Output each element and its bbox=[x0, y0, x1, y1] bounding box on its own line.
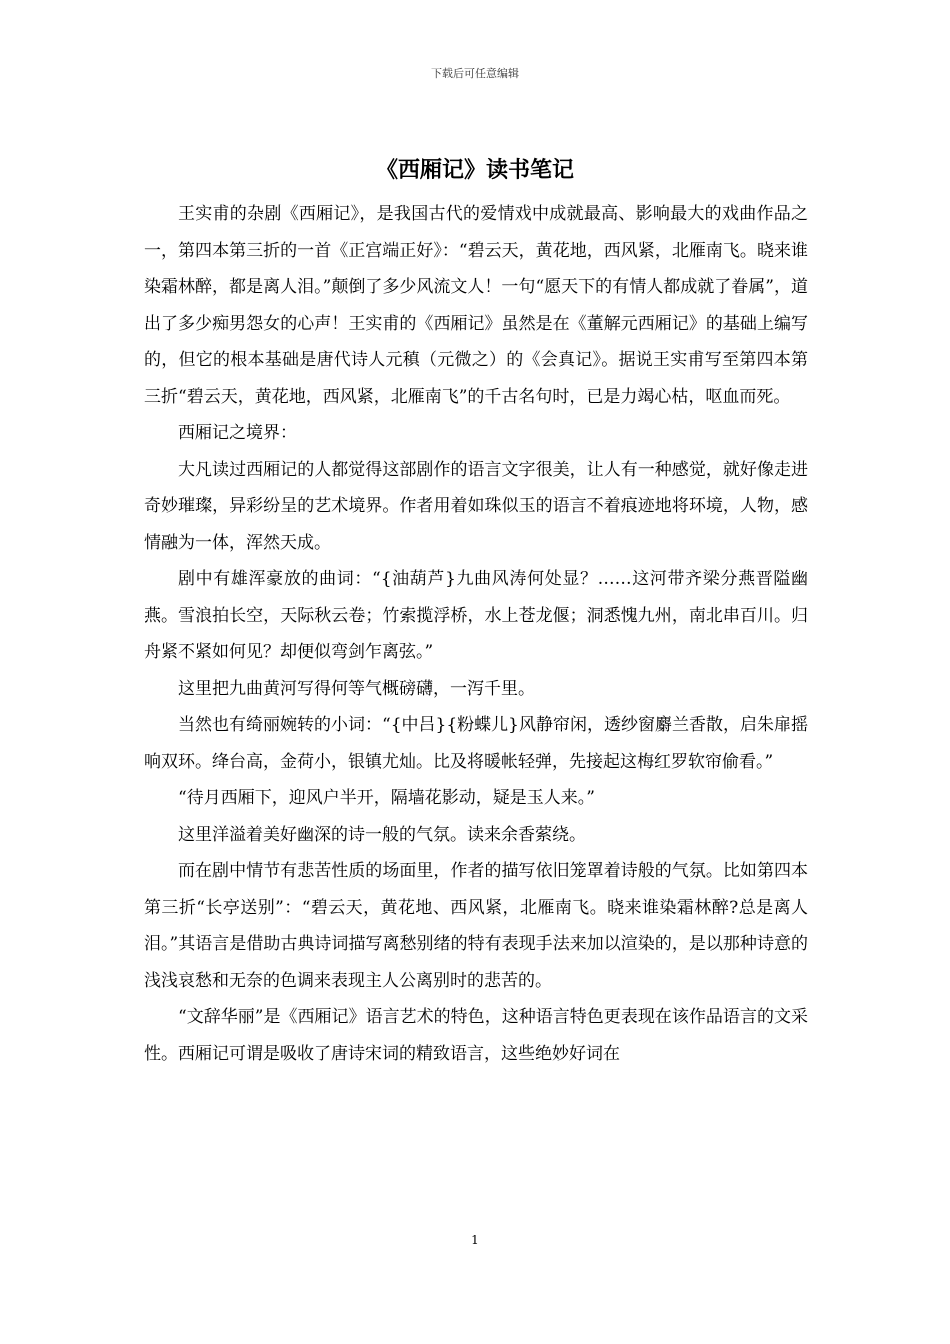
paragraph: 这里洋溢着美好幽深的诗一般的气氛。读来余香萦绕。 bbox=[178, 824, 586, 845]
paragraph: 这里把九曲黄河写得何等气概磅礴，一泻千里。 bbox=[178, 678, 535, 699]
paragraph: 当然也有绮丽婉转的小词：“{中吕}{粉蝶儿}风静帘闲，透纱窗麝兰香散，启朱扉摇响双环。绛台高，金荷小，银镇尤灿。比及将暖帐轻弹，先接起这梅红罗软帘偷看。” bbox=[144, 715, 808, 772]
page-header: 下载后可任意编辑 bbox=[431, 67, 519, 80]
paragraph: 剧中有雄浑豪放的曲词：“{油葫芦}九曲风涛何处显？……这河带齐梁分燕晋隘幽燕。雪浪拍长空，天际秋云卷；竹索揽浮桥，水上苍龙偃；洞悉愧九州，南北串百川。归舟紧不紧如何见？却便似弯剑乍离弦。” bbox=[144, 569, 808, 662]
document-title: 《西厢记》读书笔记 bbox=[375, 157, 574, 183]
paragraph: “待月西厢下，迎风户半开，隔墙花影动，疑是玉人来。” bbox=[178, 788, 595, 808]
paragraph: 西厢记之境界： bbox=[178, 423, 297, 443]
paragraph: 王实甫的杂剧《西厢记》，是我国古代的爱情戏中成就最高、影响最大的戏曲作品之一，第四本第三折的一首《正宫端正好》：“碧云天，黄花地，西风紧，北雁南飞。晓来谁染霜林醉，都是离人泪。”颠倒了多少风流文人！一句“愿天下的有情人都成就了眷属”，道出了多少痴男怨女的心声！王实甫的《西厢记》虽然是在《董解元西厢记》的基础上编写的，但它的根本基础是唐代诗人元稹（元微之）的《会真记》。据说王实甫写至第四本第三折“碧云天，黄花地，西风紧，北雁南飞”的千古名句时，已是力竭心枯，呕血而死。 bbox=[144, 204, 808, 407]
document-body bbox=[144, 196, 808, 1072]
page-number: 1 bbox=[471, 1233, 479, 1247]
paragraph: 而在剧中情节有悲苦性质的场面里，作者的描写依旧笼罩着诗般的气氛。比如第四本第三折“长亭送别”：“碧云天，黄花地、西风紧，北雁南飞。晓来谁染霜林醉?总是离人泪。”其语言是借助古典诗词描写离愁别绪的特有表现手法来加以渲染的，是以那种诗意的浅浅哀愁和无奈的色调来表现主人公离别时的悲苦的。 bbox=[144, 861, 808, 991]
paragraph: “文辞华丽”是《西厢记》语言艺术的特色，这种语言特色更表现在该作品语言的文采性。西厢记可谓是吸收了唐诗宋词的精致语言，这些绝妙好词在 bbox=[144, 1007, 808, 1064]
paragraph: 大凡读过西厢记的人都觉得这部剧作的语言文字很美，让人有一种感觉，就好像走进奇妙璀璨，异彩纷呈的艺术境界。作者用着如珠似玉的语言不着痕迹地将环境，人物，感情融为一体，浑然天成。 bbox=[144, 459, 808, 553]
